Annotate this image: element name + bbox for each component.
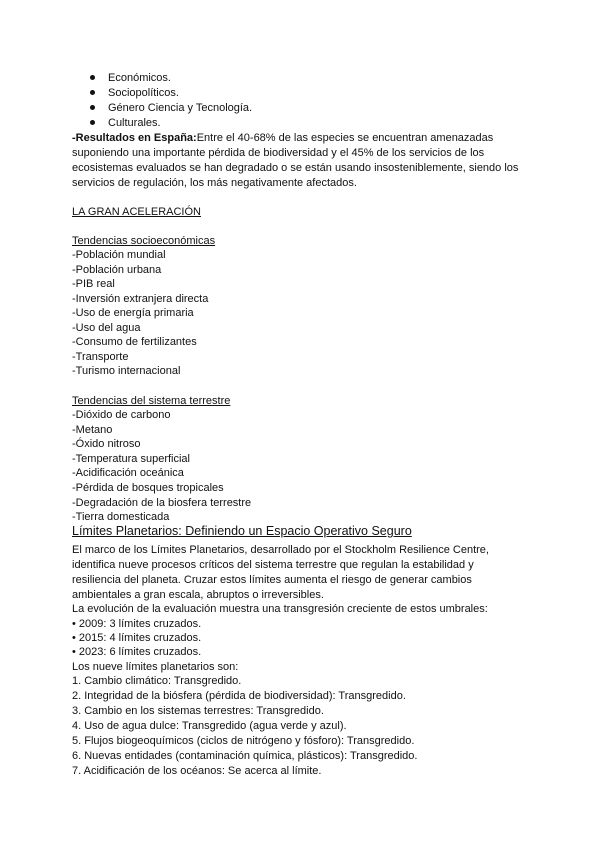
limites-intro-line: resiliencia del planeta. Cruzar estos límites aumenta el riesgo de generar cambios — [72, 574, 472, 586]
bullet-dot — [90, 75, 95, 80]
earth-trend-item: -Temperatura superficial — [72, 453, 190, 465]
earth-trend-item: -Tierra domesticada — [72, 511, 170, 523]
evolution-item: • 2015: 4 límites cruzados. — [72, 632, 202, 644]
limites-intro-line: identifica nueve procesos críticos del sistema terrestre que regulan la estabilidad y — [72, 559, 474, 571]
limit-item: 1. Cambio climático: Transgredido. — [72, 675, 242, 687]
earth-trend-item: -Degradación de la biosfera terrestre — [72, 497, 252, 509]
socio-trend-item: -Uso de energía primaria — [72, 307, 194, 319]
limit-item: 6. Nuevas entidades (contaminación química, plásticos): Transgredido. — [72, 750, 418, 762]
spain-results-line: -Resultados en España:Entre el 40-68% de las especies se encuentran amenazadas — [72, 132, 494, 144]
earth-trend-item: -Dióxido de carbono — [72, 409, 171, 421]
socio-trend-item: -Transporte — [72, 351, 129, 363]
earth-trend-item: -Pérdida de bosques tropicales — [72, 482, 224, 494]
earth-trends-title: Tendencias del sistema terrestre — [72, 395, 231, 407]
limit-item: 4. Uso de agua dulce: Transgredido (agua verde y azul). — [72, 720, 347, 732]
spain-results-line: suponiendo una importante pérdida de biodiversidad y el 45% de los servicios de los — [72, 147, 485, 159]
spain-results-line: ecosistemas evaluados se han degradado o se están usando insosteniblemente, siendo los — [72, 162, 519, 174]
socio-trend-item: -Población mundial — [72, 249, 166, 261]
limit-item: 2. Integridad de la biósfera (pérdida de biodiversidad): Transgredido. — [72, 690, 406, 702]
socio-trends-title: Tendencias socioeconómicas — [72, 235, 216, 247]
limites-intro-line: ambientales a gran escala, abruptos o irreversibles. — [72, 589, 324, 601]
bullet-dot — [90, 120, 95, 125]
nine-limits-title: Los nueve límites planetarios son: — [72, 661, 239, 673]
socio-trend-item: -Inversión extranjera directa — [72, 293, 209, 305]
socio-trend-item: -PIB real — [72, 278, 115, 290]
limit-item: 7. Acidificación de los océanos: Se acerca al límite. — [72, 765, 322, 777]
socio-trend-item: -Turismo internacional — [72, 365, 181, 377]
bullet-dot — [90, 90, 95, 95]
spain-results-line: servicios de regulación, los más negativamente afectados. — [72, 177, 357, 189]
limites-intro-line: El marco de los Límites Planetarios, desarrollado por el Stockholm Resilience Centre, — [72, 544, 489, 556]
limites-intro-line: La evolución de la evaluación muestra una transgresión creciente de estos umbrales: — [72, 603, 488, 615]
earth-trend-item: -Óxido nitroso — [72, 438, 141, 450]
socio-trend-item: -Consumo de fertilizantes — [72, 336, 197, 348]
spain-results-label: -Resultados en España: — [72, 132, 197, 144]
earth-trend-item: -Acidificación oceánica — [72, 467, 184, 479]
limit-item: 5. Flujos biogeoquímicos (ciclos de nitrógeno y fósforo): Transgredido. — [72, 735, 415, 747]
limit-item: 3. Cambio en los sistemas terrestres: Transgredido. — [72, 705, 324, 717]
socio-trend-item: -Población urbana — [72, 264, 162, 276]
socio-trend-item: -Uso del agua — [72, 322, 141, 334]
earth-trend-item: -Metano — [72, 424, 113, 436]
evolution-item: • 2023: 6 límites cruzados. — [72, 646, 202, 658]
evolution-item: • 2009: 3 límites cruzados. — [72, 618, 202, 630]
document-page: Económicos. Sociopolíticos. Género Ciencia y Tecnología. Culturales. -Resultados en España:Entre el 40-68% de las especies se encuentran amenazadas suponiendo una importante pérdida de biodiversidad y el 45% de los servicios de los ecosistemas evaluados se han degradado o se están usando insosteniblemente, siendo los servicios de regulación, los más negativamente afectados. LA GRAN ACELERACIÓN Tendencias socioeconómicas -Población mundial -Población urbana -PIB real -Inversión extranjera directa -Uso de energía primaria -Uso del agua -Consumo de fertilizantes -Transporte -Turismo internacional Tendencias del sistema terrestre -Dióxido de carbono -Metano -Óxido nitroso -Temperatura superficial -Acidificación oceánica -Pérdida de bosques tropicales -Degradación de la biosfera terrestre -Tierra domesticada Límites Planetarios: Definiendo un Espacio Operativo Seguro El marco de los Límites Planetarios, desarrollado por el Stockholm Resilience Centre, identifica nueve procesos críticos del sistema terrestre que regulan la estabilidad y resiliencia del planeta. Cruzar estos límites aumenta el riesgo de generar cambios ambientales a gran escala, abruptos o irreversibles. La evolución de la evaluación muestra una transgresión creciente de estos umbrales: • 2009: 3 límites cruzados. • 2015: 4 límites cruzados. • 2023: 6 límites cruzados. Los nueve límites planetarios son: 1. Cambio climático: Transgredido. 2. Integridad de la biósfera (pérdida de biodiversidad): Transgredido. 3. Cambio en los sistemas terrestres: Transgredido. 4. Uso de agua dulce: Transgredido (agua verde y azul). 5. Flujos biogeoquímicos (ciclos de nitrógeno y fósforo): Transgredido. 6. Nuevas entidades (contaminación química, plásticos): Transgredido. 7. Acidificación de los océanos: Se acerca al límite. — [72, 72, 519, 777]
limites-title: Límites Planetarios: Definiendo un Espacio Operativo Seguro — [72, 524, 412, 538]
gran-aceleracion-title: LA GRAN ACELERACIÓN — [72, 206, 201, 218]
bullet-dot — [90, 105, 95, 110]
